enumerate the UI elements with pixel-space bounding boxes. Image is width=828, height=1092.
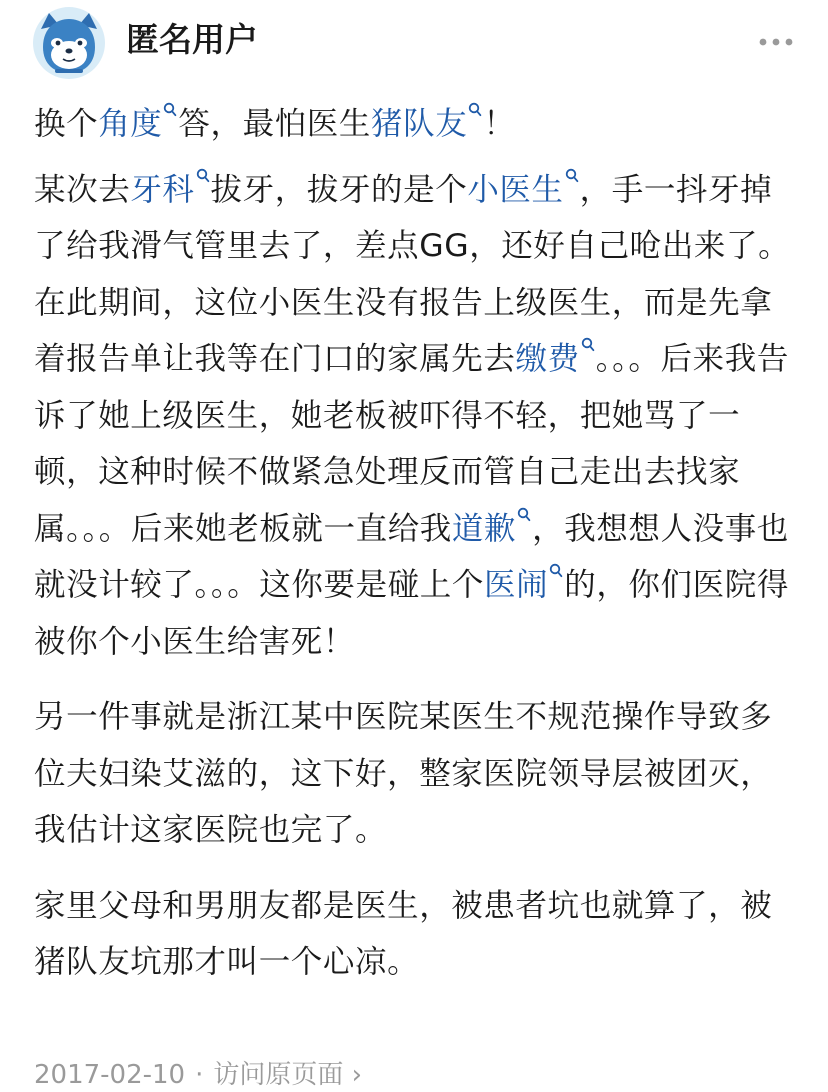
keyword-search-icon[interactable] [581,337,595,353]
keyword-link[interactable]: 缴费 [515,341,580,377]
keyword-link[interactable]: 角度 [98,106,163,142]
paragraph-text: 家里父母和男朋友都是医生，被患者坑也就算了，被猪队友坑那才叫一个心凉。 [34,887,773,980]
keyword-search-icon[interactable] [468,102,482,118]
keyword-search-icon[interactable] [163,102,177,118]
paragraph-text: 的，你们医院得被你个小医生给害死！ [34,567,789,660]
keyword-search-icon[interactable] [549,563,563,579]
answer-header [0,0,828,86]
keyword-link[interactable]: 小医生 [467,171,564,208]
answer-paragraph [34,689,804,859]
paragraph-text: 。。。后来我告诉了她上级医生，她老板被吓得不轻，把她骂了一顿，这种时候不做紧急处理反而管自己走出去找家属。。。后来她老板就一直给我 [34,341,789,547]
keyword-search-icon[interactable] [517,507,531,523]
chevron-right-icon[interactable]: › [351,1060,363,1090]
paragraph-text: ，手一抖牙掉了给我滑气管里去了，差点GG，还好自己呛出来了。在此期间，这位小医生没有报告上级医生，而是先拿着报告单让我等在门口的家属先去 [34,171,791,377]
username[interactable]: 匿名用户 [126,20,258,59]
paragraph-text: 换个 [34,106,99,142]
answer-paragraph [34,162,804,671]
keyword-search-icon[interactable] [565,168,579,184]
paragraph-text: ！ [483,106,516,142]
answer-paragraph [34,878,804,991]
paragraph-text: 拔牙，拔牙的是个 [210,171,468,208]
keyword-link[interactable]: 猪队友 [371,106,468,142]
keyword-link[interactable]: 道歉 [451,510,517,547]
paragraph-text: ，我想想人没事也就没计较了。。。这你要是碰上个 [34,510,789,603]
answer-footer [34,1058,362,1092]
answer-paragraph [34,96,804,153]
keyword-search-icon[interactable] [196,168,210,184]
avatar-icon[interactable] [33,7,105,79]
answer-content [34,96,804,991]
keyword-link[interactable]: 医闹 [484,567,549,603]
paragraph-text: 另一件事就是浙江某中医院某医生不规范操作导致多位夫妇染艾滋的，这下好，整家医院领导层被团灭，我估计这家医院也完了。 [34,699,773,848]
paragraph-text: 答，最怕医生 [178,106,372,142]
keyword-link[interactable]: 牙科 [130,171,195,208]
more-dots-icon[interactable] [758,28,794,56]
paragraph-text: 某次去 [34,171,131,208]
view-original-link[interactable]: 访问原页面 [213,1060,344,1090]
post-date: 2017-02-10 [34,1060,186,1090]
footer-separator: · [195,1060,204,1090]
